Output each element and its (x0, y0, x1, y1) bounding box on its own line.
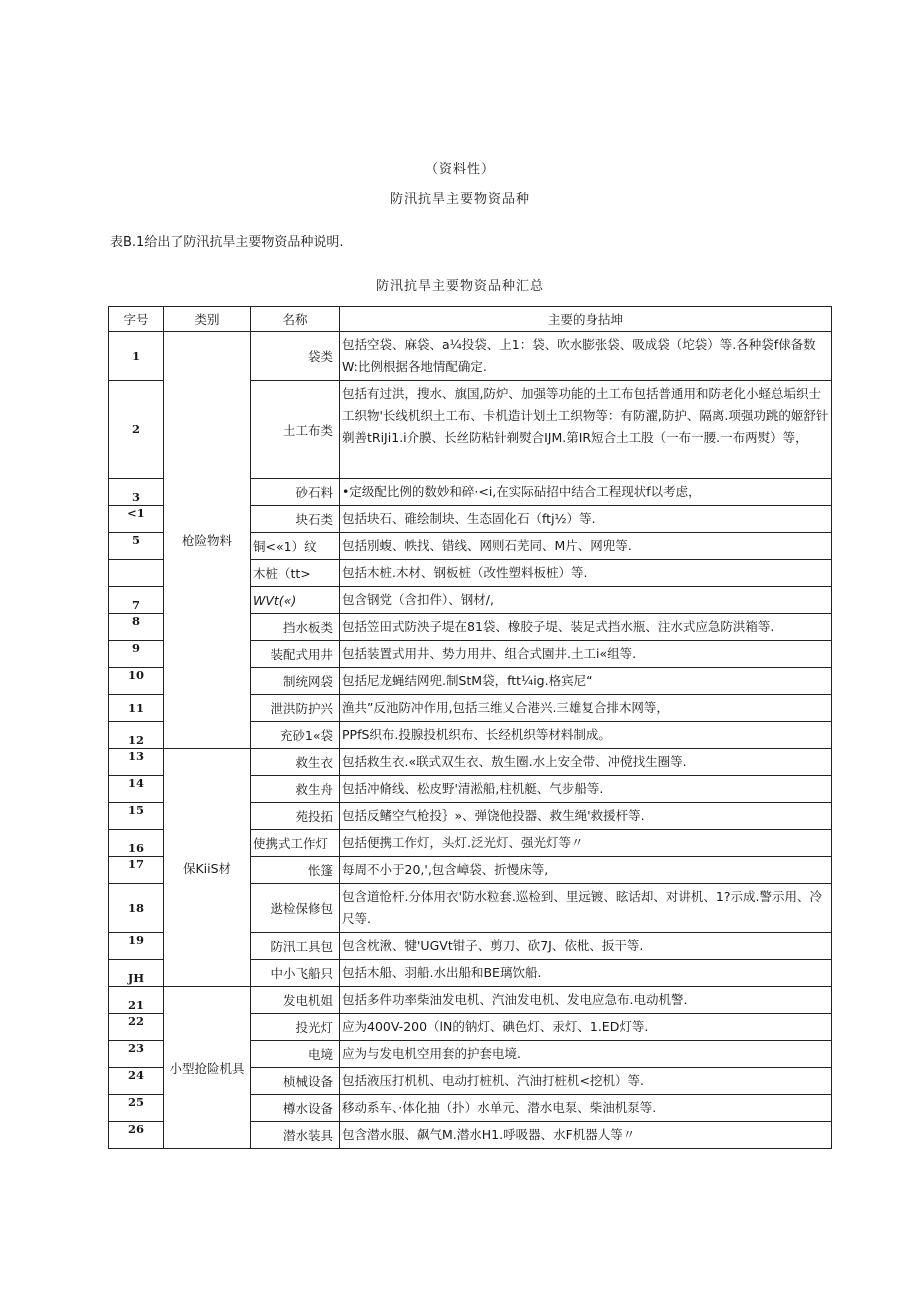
row-number: 19 (109, 933, 164, 960)
row-number: 2 (109, 381, 164, 479)
item-name: 逖检保修包 (251, 884, 340, 933)
item-description: 包含枕湫、犍'UGVt钳子、剪刀、砍7J、依枇、扳干等. (340, 933, 832, 960)
column-header-category: 类别 (164, 307, 251, 332)
row-number: 16 (109, 830, 164, 857)
intro-text: 表B.1给出了防汛抗旱主要物资品种说明. (110, 235, 344, 250)
row-number: 17 (109, 857, 164, 884)
item-description: 包含道怆杆.分体用衣'防水粒套.巡检到、里远镀、眩话却、对讲机、1?示成.警示用、冷尺等. (340, 884, 832, 933)
item-description: 包括木船、羽船.水出船和BE璃饮船. (340, 960, 832, 987)
table-caption: 防汛抗旱主要物资品种汇总 (375, 279, 544, 294)
item-name: 块石类 (251, 506, 340, 533)
item-name: 潜水装具 (251, 1122, 340, 1149)
row-number: 10 (109, 668, 164, 695)
row-number: 23 (109, 1041, 164, 1068)
item-description: 包括多件功率柴油发电机、汽油发电机、发电应急布.电动机警. (340, 987, 832, 1014)
table-row (109, 987, 832, 1014)
column-header-name: 名称 (251, 307, 340, 332)
item-name: 发电机姐 (251, 987, 340, 1014)
item-description: 渔共”反池防冲作用,包括三维乂合港兴.三雄复合排木网等， (340, 695, 832, 722)
row-number: 9 (109, 641, 164, 668)
item-description: 包含钢党（含扣件）、钢材/, (340, 587, 832, 614)
item-description: 包括冲脩线、松皮野'清淞船,柱机艇、气步船等. (340, 776, 832, 803)
row-number: 3 (109, 479, 164, 506)
item-description: 包括尼龙蝇结网兜.制StM袋，ftt¼ig.格宾尼“ (340, 668, 832, 695)
item-name: 使携式工作灯 (251, 830, 340, 857)
item-name: 樽水设备 (251, 1095, 340, 1122)
item-description: 包括空袋、麻袋、a¼投袋、上1：袋、吹水膨张袋、吸成袋（坨袋）等.各种袋f俅备数W:比例根据各地情配确定. (340, 332, 832, 381)
item-name: 砂石料 (251, 479, 340, 506)
table-row (109, 749, 832, 776)
row-number: <1 (109, 506, 164, 533)
row-number: 1 (109, 332, 164, 381)
item-description: 包括便携工作灯，头灯.泛光灯、强光灯等〃 (340, 830, 832, 857)
column-header-number: 字号 (109, 307, 164, 332)
item-name: 泄洪防护兴 (251, 695, 340, 722)
item-description: 移动系车、·体化抽（扑）水单元、潜水电泵、柴油机泵等. (340, 1095, 832, 1122)
item-description: •定级配比例的数妙和碎·<i,在实际砧招中结合工程现状f以考虑， (340, 479, 832, 506)
item-name: 挡水板类 (251, 614, 340, 641)
item-description: 每周不小于20,',包含嶂袋、折慢床等, (340, 857, 832, 884)
row-number: 25 (109, 1095, 164, 1122)
row-number: 5 (109, 533, 164, 560)
materials-table (108, 306, 832, 1149)
column-header-description: 主要的身拈坤 (340, 307, 832, 332)
item-description: 包括液压打机机、电动打桩机、汽油打桩机<挖机）等. (340, 1068, 832, 1095)
item-name: 铜<«1）纹 (251, 533, 340, 560)
row-number (109, 560, 164, 587)
row-number: JH (109, 960, 164, 987)
item-name: 电境 (251, 1041, 340, 1068)
row-number: 21 (109, 987, 164, 1014)
row-number: 22 (109, 1014, 164, 1041)
row-number: 24 (109, 1068, 164, 1095)
category-cell: 枪险物料 (164, 332, 251, 749)
row-number: 7 (109, 587, 164, 614)
table-row (109, 332, 832, 381)
row-number: 8 (109, 614, 164, 641)
item-name: 桢械设备 (251, 1068, 340, 1095)
item-name: 怅篷 (251, 857, 340, 884)
item-description: 应为与发电机空用套的护套电境. (340, 1041, 832, 1068)
category-cell: 小型抢险机具 (164, 987, 251, 1149)
item-description: 包括別蝮、帙找、错线、网则石芜同、M片、网兜等. (340, 533, 832, 560)
appendix-title: 防汛抗旱主要物资品种 (389, 192, 530, 207)
row-number: 12 (109, 722, 164, 749)
row-number: 11 (109, 695, 164, 722)
item-name: 防汛工具包 (251, 933, 340, 960)
row-number: 13 (109, 749, 164, 776)
item-name: 投光灯 (251, 1014, 340, 1041)
item-description: 包括反鳍空气枪投｝»、弹饶他投器、救生绳'救援杆等. (340, 803, 832, 830)
item-description: PPfS织布.投腺投机织布、长经机织等材料制成。 (340, 722, 832, 749)
item-name: 中小飞船只 (251, 960, 340, 987)
item-description: 包括笠田式防泱子堤在81袋、橡胶子堤、装足式挡水瓶、注水式应急防洪箱等. (340, 614, 832, 641)
category-cell: 保KiiS材 (164, 749, 251, 987)
item-description: 包括有过洪，搜水、旗国,防炉、加强等功能的土工布包括普通用和防老化小蛏总垢织士工织物'长线机织土工布、卡机造计划土工织物等：有防濯,防护、隔离.项强功跳的姬舒针剃善tRiJi1.i介膜、长丝防粘针剃熨合IJM.第IR短合土工股（一布一腰.一布两熨）等， (340, 381, 832, 479)
item-description: 包括救生衣.«联式双生衣、敖生圈.水上安全带、冲傥找生圈等. (340, 749, 832, 776)
item-description: 应为400V-200（lN的钠灯、碘色灯、汞灯、1.ED灯等. (340, 1014, 832, 1041)
row-number: 26 (109, 1122, 164, 1149)
item-name: 救生衣 (251, 749, 340, 776)
item-name: 制统网袋 (251, 668, 340, 695)
row-number: 18 (109, 884, 164, 933)
item-name: 装配式用井 (251, 641, 340, 668)
row-number: 15 (109, 803, 164, 830)
item-name: 袋类 (251, 332, 340, 381)
item-name: 木桩（tt> (251, 560, 340, 587)
item-name: 救生舟 (251, 776, 340, 803)
item-description: 包括块石、碓绘制块、生态固化石（ftj½）等. (340, 506, 832, 533)
item-description: 包括木桩.木材、钢板桩（改性塑料板桩）等. (340, 560, 832, 587)
appendix-note: （资料性） (424, 162, 495, 177)
item-name: WVt(«) (251, 587, 340, 614)
item-description: 包含潜水服、飙气M.潜水H1.呼吸器、水F机器人等〃 (340, 1122, 832, 1149)
item-name: 土工布类 (251, 381, 340, 479)
item-description: 包括装置式用井、势力用井、组合式園井.土工i«组等. (340, 641, 832, 668)
item-name: 充砂1«袋 (251, 722, 340, 749)
row-number: 14 (109, 776, 164, 803)
item-name: 苑投拓 (251, 803, 340, 830)
